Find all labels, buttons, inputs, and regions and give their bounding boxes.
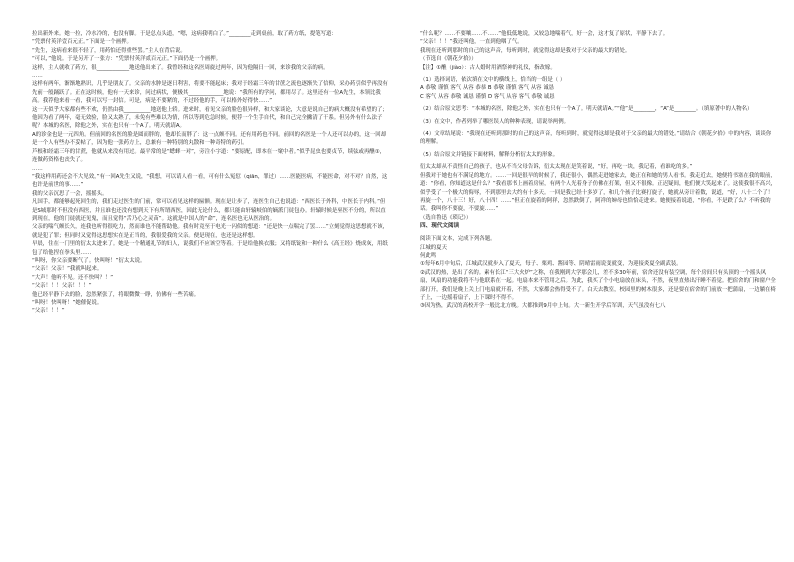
paragraph [32, 291, 388, 299]
paragraph [420, 235, 776, 243]
paragraph-text: “叫呀！快叫呀！”她催促说。 [32, 300, 103, 306]
paragraph-text: 父亲的喘气颇长久，连我也听得很吃力，然而谁也不能帮助他。我有时竟至于电光一闪似的想道：“还是快一点喘完了罢……”立刻觉得这思想就不该，就是犯了罪；但同时又觉得这思想实在是正当的，我很爱我的父亲。便是现在，也还是这样想。 [32, 224, 388, 239]
paragraph [420, 244, 776, 252]
paragraph-text: 四、现代文阅读 [420, 223, 460, 230]
paragraph [420, 172, 776, 214]
paragraph-text: 地送他上轿。进来时，看见父亲的脸色很异样，和大家谈论，大意是说自己的病大概没有希望的了；他因为看了两年，毫无效验，脸又太熟了，未免有些难以为情，所以等到危急时候，便荐一个生手自代，和自己完全撇清了干系。但另外有什么法子呢？本城的名医，除他之外，实在也只有一个A了。明天就请A。 [32, 106, 388, 130]
paragraph-text: “父亲！！！”我还叫他，一直到他咽了气。 [420, 39, 523, 46]
fill-blank: ________ [228, 31, 251, 37]
fill-blank: ____________ [96, 64, 130, 71]
paragraph-text: （5）结合原文并链接下面材料，解释分析衍太太的形象。 [420, 151, 559, 158]
paragraph [32, 38, 388, 46]
paragraph [32, 55, 388, 63]
paragraph-text: …… [32, 73, 43, 80]
fill-blank: __________ [123, 106, 151, 113]
paragraph [420, 93, 776, 101]
paragraph-text: “父亲！父亲！”我就叫起来。 [32, 266, 103, 273]
paragraph-text: “父亲！！！” [32, 308, 65, 315]
paragraph [420, 76, 776, 84]
paragraph [32, 72, 388, 80]
paragraph-text: C 客气 从容 恭敬 诚恳 谨慎 D 客气 从容 客气 恭敬 诚恳 [420, 93, 555, 100]
paragraph [32, 190, 388, 198]
paragraph-text: （选自鲁迅《琐记》） [420, 214, 472, 221]
paragraph-text: 何此鸣 [420, 252, 437, 259]
section-heading [420, 222, 776, 231]
paragraph-text: A的诊金也是一元四角。但前回的名医的脸是圆而胖的，他却长而胖了：这一点颇不同。还有用药也不同。前回的名医是一个人还可以办的，这一回却是一个人有些办不妥帖了，因为他一张药方上，总兼有一种特别的丸散和一种奇特的药引。 [32, 131, 387, 147]
paragraph [32, 80, 388, 105]
paragraph [420, 302, 776, 310]
paragraph-text: ②武汉的热，是出了名的。素有长江“三大火炉”之称，在我刚到大学那会儿，差不多30年前，宿舍还没有装空调，每个房间只有头顶的一个摇头风扇，风扇的功能我将不与他联系在一起。电扇本来不管用之后。为此，我买了个小电扇放在床头，不然，夜里直热出汗睡不着觉。把宿舍的门和窗户全部打开，我们是晚上关上门电扇就开着，不然，大家都会热得受不了。白天去教室，校园里的树木很多，还是要在宿舍的门前放一把蒲扇，一边躺在椅子上，一边摇着扇子，上下课时不得不。 [420, 269, 776, 301]
paragraph-text: …… [32, 165, 43, 172]
paragraph-text: “叫呀，你父亲要断气了。快叫呀！”衍太太说。 [32, 257, 146, 264]
paragraph [420, 30, 776, 38]
paragraph-text: “凭票付英洋壹百元正。”下面是一个画押。 [32, 39, 132, 46]
paragraph-text: “父亲！！！父亲！！！” [32, 283, 92, 290]
paragraph-text: （2）结合原文思考：“本城的名医，除他之外，实在也只有一个A了。明天就请A。”“他”是________，“A”是________。（填原著中的人物名） [420, 106, 753, 113]
paragraph [32, 198, 388, 223]
paragraph [420, 214, 776, 222]
paragraph-text: 江城的夏天 [420, 244, 447, 251]
paragraph [32, 165, 388, 173]
paragraph-text: （4）文章结尾说：“我现在还听到那时的自己的这声音，每听到时，就觉得这却是我对于父亲的最大的错处。”请结合《朝花夕拾》中的内容，谈谈你的理解。 [420, 131, 772, 146]
paragraph-text: 我的父亲沉思了一会，摇摇头。 [32, 190, 108, 197]
paragraph-text: 拉出新外来。她一拉，冷水冷的，也没有脚。于是总点头道，“嗯，这病我明白了。” [32, 31, 229, 37]
paragraph [420, 130, 776, 147]
paragraph-text: “我这样用药还会不大见效，”有一回A先生又说，“我想，可以请人看一看，可有什么冤愆（qiān，罪过）……医能医病，不能医命，对不对？自然，这也许是前世的事……” [32, 173, 388, 189]
paragraph-text: 芦根和经霜三年的甘蔗，他就从来没有用过。最平常的是“蟋蟀一对”，旁注小字道：“要原配，即本在一窠中者。”似乎昆虫也要贞节，续弦或再醮①，连做药资格也丧失了。 [32, 148, 385, 164]
paragraph-text: （3）在文中，作者列举了哪医误人的种种表现，请说举两例。 [420, 118, 569, 125]
paragraph-text: 走到桌前，取了药方纸，提笔写道： [250, 31, 337, 37]
paragraph [420, 151, 776, 159]
right-column [420, 30, 776, 311]
paragraph-text: （节选自《朝花夕拾》） [420, 56, 477, 63]
paragraph-text: ③因为热，武汉的高校开学一般比北方晚。大都推到9月中上旬。大一新生开学后军训，天气虽没有七八 [420, 303, 666, 310]
paragraph-text: 衍太太却从不责怪自己的孩子，也从不当父母告诉，衍太太现在是笑着说，“好，再吃一块，我记着，看谁吃的多。” [420, 164, 693, 171]
paragraph [32, 265, 388, 273]
paragraph [420, 84, 776, 92]
paragraph [32, 274, 388, 282]
paragraph [420, 105, 776, 113]
paragraph [32, 148, 388, 165]
paragraph [420, 118, 776, 126]
paragraph-text: 这样有两年，渐渐地熟识，几乎是朋友了。父亲的水肿是逐日利害，将要不能起床；我对于经霜三年的甘蔗之流也逐渐失了信仰，采办药引似乎再没有先前一般踊跃了。正在这时候，他有一天来诊，问过病状，便极其_____________地说：“我所有的学问，都用尽了。这里还有一位A先生，本领比我高。我荐他来看一看，我可以写一封信。可是，病是不要紧的，不过经他的手，可以格外好得快……” [32, 81, 388, 105]
paragraph [32, 106, 388, 131]
paragraph-text: 早晨，住在一门里的衍太太进来了。她是一个精通礼节的妇人，说我们不应该空等着。于是给他换衣服；又将纸锭和一种什么《高王经》烧成灰，用纸包了给他捏在拳头里…… [32, 241, 388, 256]
paragraph-text: ①每年6月中旬后，江城武汉就步入了夏天，每子、栗鸡、酱园等、阴晴雷雨说变就变，为迎接炎夏全副武装。 [420, 261, 682, 268]
paragraph-text: “什么呢？……不要嚷……不……”他低低地说，又较急地喘着气，好一会，这才复了原状，平静下去了。 [420, 31, 669, 37]
paragraph-text: 地送他出来了。我曾经和这名医周旋过两年，因为他隔日一回，来诊我的父亲的病。 [129, 64, 329, 71]
paragraph [32, 240, 388, 257]
paragraph [420, 269, 776, 303]
paragraph [32, 223, 388, 240]
paragraph-text: 我现在还听到那时的自己的这声音，每听到时，就觉得这却是我对于父亲的最大的错处。 [420, 47, 631, 54]
paragraph [420, 64, 776, 72]
paragraph-text: 这一天似乎大家都有些不欢，仍然由我 [32, 106, 124, 113]
paragraph [420, 47, 776, 55]
paragraph [32, 64, 388, 72]
paragraph-text: 这样，主人就收了药方，很 [32, 64, 97, 71]
paragraph [32, 307, 388, 315]
paragraph [420, 55, 776, 63]
paragraph [420, 252, 776, 260]
paragraph [32, 30, 388, 38]
paragraph-text: “大声！他听不见。还不快叫？！” [32, 274, 114, 281]
paragraph [32, 257, 388, 265]
paragraph-text: 阅读下面文本，完成下列各题。 [420, 236, 496, 243]
paragraph [420, 260, 776, 268]
paragraph-text: 【注】①醮（jiào）：古人婚时用酒祭神的礼仪，指改嫁。 [420, 64, 556, 71]
paragraph [420, 38, 776, 46]
paragraph-text: “可以，”他说。于是另开了一张方：“凭票付英洋贰百元正。”下面仍是一个画押。 [32, 56, 222, 63]
paragraph [32, 299, 388, 307]
paragraph-text: 他已经平静下去的脸，忽然紧张了，将眼微微一睁，仿佛有一些苦痛。 [32, 291, 200, 298]
left-column [32, 30, 388, 316]
paragraph [32, 47, 388, 55]
paragraph-text: 凡国手，都能够起死回生的，我们走过医生的门前，常可以看见这样的匾额。现在是让步了，连医生自己也说道：“西医长于外科，中医长于内科。”但是S城那时不但没有西医，并且谁也还没有想到天下有所谓西医，因此无论什么，都只能由轩辕岐伯的嫡派门徒包办。轩辕时候是巫医不分的，所以直到现在，他的门徒就还见鬼，而且觉得“舌乃心之灵苗”。这就是中国人的“命”，连名医也无从医治的。 [32, 199, 386, 222]
paragraph-text: 但我对于她也有不满足的地方。……一回是很早的时候了，我还很小，偶然走进她家去，她正在和她的男人看书。我走近去，她便将书塞在我的眼前，道：“你看，你知道这是什么？”我看那书上画着房屋，有两个人光着身子仿佛在打架，但又不很像。正迟疑间，他们便大笑起来了。这使我很不高兴，似乎受了一个极大的侮辱，不到那里去大约有十多天。一回是我已经十多岁了，和几个孩子比赛打旋子，她就从旁计着数，说道，“好，八十二个了！再旋一个，八十三！好，八十四！……”但正在旋着的阿祥，忽然跌倒了，阿祥的婶母也恰恰走进来。她便接着说道，“你看，不是跌了么？不听我的话。我叫你不要旋，不要旋……” [420, 172, 776, 213]
paragraph [32, 131, 388, 148]
paragraph [420, 163, 776, 171]
paragraph-text: （1）选择词语，依次填在文中的横线上，恰当的一组是（ ） [420, 77, 566, 84]
paragraph-text: A 恭敬 谨慎 客气 从容 恭恭 B 恭敬 谨慎 客气 从容 诚恳 [420, 85, 555, 92]
paragraph [32, 282, 388, 290]
paragraph-text: “先生，这病看来很不轻了，用药怕还得重些罢。”主人在背后说。 [32, 47, 186, 54]
paragraph [32, 173, 388, 190]
